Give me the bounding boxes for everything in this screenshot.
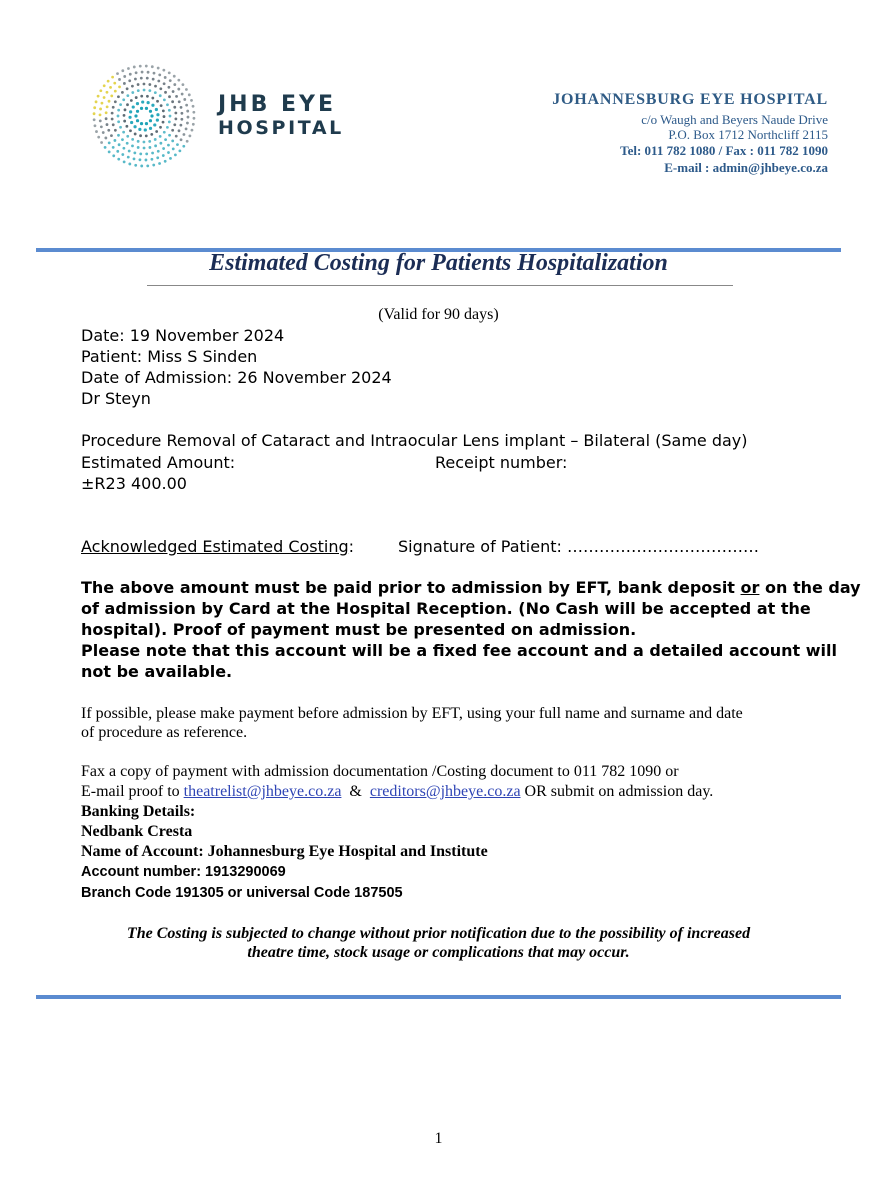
logo-dot: [168, 109, 171, 112]
logo-dot: [183, 98, 186, 101]
logo-dot: [185, 88, 188, 91]
logo-dot: [171, 140, 174, 143]
fax-note-line-1: Fax a copy of payment with admission documentation /Costing document to 011 782 1090 or: [81, 763, 679, 780]
logo-dot: [128, 163, 131, 166]
signature-line: Signature of Patient: ………………………………: [398, 537, 759, 556]
ampersand: &: [341, 783, 370, 800]
notice-line-5: not be available.: [81, 662, 233, 681]
logo-dot: [137, 146, 140, 149]
logo-dot: [166, 103, 169, 106]
logo-text-line2: HOSPITAL: [218, 117, 344, 139]
logo-dot: [171, 100, 174, 103]
logo-dot: [168, 71, 171, 74]
logo-dot: [106, 91, 109, 94]
logo-dot: [150, 133, 153, 136]
logo-dot: [151, 152, 154, 155]
patient-line: Patient: Miss S Sinden: [81, 347, 258, 366]
receipt-number-label: Receipt number:: [435, 453, 568, 472]
logo-dot: [123, 75, 126, 78]
logo-dot: [172, 147, 175, 150]
logo-dot: [130, 121, 133, 124]
logo-dot: [186, 122, 189, 125]
logo-dot: [134, 78, 137, 81]
logo-dot: [126, 103, 129, 106]
fax-note-text: E-mail proof to: [81, 783, 184, 800]
estimated-amount-value: ±R23 400.00: [81, 474, 187, 493]
email-line: E-mail : admin@jhbeye.co.za: [664, 160, 828, 175]
logo-dot: [97, 95, 100, 98]
logo-dot: [148, 83, 151, 86]
logo-dot: [118, 78, 121, 81]
logo-dot: [159, 142, 162, 145]
notice-or: or: [740, 578, 760, 597]
logo-dot: [140, 107, 143, 110]
logo-dot: [149, 110, 152, 113]
logo-dot: [105, 117, 108, 120]
logo-dot: [152, 164, 155, 167]
logo-dot: [162, 154, 165, 157]
logo-dot: [121, 153, 124, 156]
logo-dot: [138, 128, 141, 131]
logo-dot: [127, 67, 130, 70]
logo-dot: [93, 106, 96, 109]
logo-dot: [159, 94, 162, 97]
logo-dot: [173, 106, 176, 109]
logo-dot: [133, 151, 136, 154]
logo-dot: [153, 72, 156, 75]
logo-dot: [180, 138, 183, 141]
logo-dot: [137, 83, 140, 86]
logo-dot: [163, 131, 166, 134]
logo-dot: [186, 140, 189, 143]
logo-dot: [178, 100, 181, 103]
logo-dot: [182, 145, 185, 148]
logo-dot: [148, 140, 151, 143]
logo-dot: [132, 105, 135, 108]
logo-dot: [128, 116, 131, 119]
logo-dot: [139, 65, 142, 68]
logo-dot: [154, 138, 157, 141]
logo-dot: [192, 105, 195, 108]
notice-line-1: [81, 578, 861, 597]
logo-dot: [149, 127, 152, 130]
logo-dot: [159, 87, 162, 90]
logo-dot: [173, 123, 176, 126]
logo-dot: [151, 158, 154, 161]
logo-dot: [181, 112, 184, 115]
procedure-line: Procedure Removal of Cataract and Intraocular Lens implant – Bilateral (Same day): [81, 431, 748, 450]
logo-dot: [154, 85, 157, 88]
disclaimer-line-2: theatre time, stock usage or complications that may occur.: [247, 944, 630, 961]
logo-dot: [131, 85, 134, 88]
logo-dot: [193, 117, 196, 120]
logo-dot: [145, 153, 148, 156]
logo-dot: [151, 104, 154, 107]
logo-dot: [145, 159, 148, 162]
logo-dot: [168, 86, 171, 89]
logo-dot: [119, 126, 122, 129]
document-title: Estimated Costing for Patients Hospitalization: [209, 250, 668, 276]
logo-dot: [151, 65, 154, 68]
logo-dot: [145, 122, 148, 125]
logo-dot: [121, 91, 124, 94]
date-line: Date: 19 November 2024: [81, 326, 285, 345]
logo-dot: [118, 143, 121, 146]
logo-dot: [123, 82, 126, 85]
logo-dot: [191, 129, 194, 132]
logo-dot: [169, 157, 172, 160]
logo-dot: [192, 111, 195, 114]
logo-dot: [129, 129, 132, 132]
address-line: P.O. Box 1712 Northcliff 2115: [668, 127, 828, 142]
acknowledged-colon: :: [348, 537, 355, 556]
logo-dot: [133, 125, 136, 128]
logo-dot: [186, 110, 189, 113]
logo-dot: [146, 164, 149, 167]
logo-dot: [190, 99, 193, 102]
logo-dot: [123, 160, 126, 163]
hospital-name: JOHANNESBURG EYE HOSPITAL: [552, 91, 828, 108]
logo-dot: [99, 120, 102, 123]
logo-dot: [110, 94, 113, 97]
logo-dot: [103, 84, 106, 87]
logo-dot: [136, 110, 139, 113]
logo-dot: [111, 76, 114, 79]
logo-dot: [145, 65, 148, 68]
logo-dot: [178, 129, 181, 132]
bank-name: Nedbank Cresta: [81, 823, 193, 840]
logo-dot: [117, 158, 120, 161]
logo-dot: [129, 73, 132, 76]
page-number: 1: [434, 1130, 443, 1147]
logo-dot: [100, 141, 103, 144]
logo-dot: [146, 95, 149, 98]
notice-text: on the day: [759, 578, 861, 597]
logo-dot: [143, 147, 146, 150]
logo-dot: [154, 91, 157, 94]
logo-dot: [101, 102, 104, 105]
logo-dot: [154, 144, 157, 147]
logo-dot: [185, 104, 188, 107]
logo-dot: [107, 129, 110, 132]
logo-dot: [182, 83, 185, 86]
phone-fax-line: Tel: 011 782 1080 / Fax : 011 782 1090: [620, 143, 828, 158]
logo-dot: [126, 87, 129, 90]
logo-dot: [164, 138, 167, 141]
logo-dot: [180, 106, 183, 109]
admission-date-line: Date of Admission: 26 November 2024: [81, 368, 392, 387]
bottom-divider: [36, 995, 841, 999]
logo-dot: [126, 94, 129, 97]
branch-code: Branch Code 191305 or universal Code 187505: [81, 885, 403, 901]
logo-dot: [131, 91, 134, 94]
logo-dot: [133, 157, 136, 160]
logo-dot: [177, 79, 180, 82]
notice-text: The above amount must be paid prior to admission by EFT, bank deposit: [81, 578, 741, 597]
logo-dot: [140, 165, 143, 168]
fax-note-line-2: [81, 783, 713, 801]
logo-dot: [157, 67, 160, 70]
logo-dot: [145, 107, 148, 110]
logo-dot: [123, 114, 126, 117]
logo-dot: [129, 110, 132, 113]
logo-dot: [137, 140, 140, 143]
logo-dot: [176, 143, 179, 146]
logo-dot: [172, 90, 175, 93]
logo-dot: [173, 75, 176, 78]
logo-dot: [93, 112, 96, 115]
logo-dot: [134, 133, 137, 136]
logo-dot: [136, 102, 139, 105]
logo-dot: [114, 90, 117, 93]
logo-dot: [185, 128, 188, 131]
logo-dot: [150, 114, 153, 117]
logo-dot: [157, 80, 160, 83]
logo-dot: [171, 129, 174, 132]
logo-dot: [116, 72, 119, 75]
logo-dot: [181, 93, 184, 96]
logo-dot: [119, 103, 122, 106]
logo-dot: [99, 89, 102, 92]
logo-dot: [155, 108, 158, 111]
logo-dot: [174, 154, 177, 157]
logo-dot: [118, 86, 121, 89]
logo-dot: [152, 78, 155, 81]
logo-dot: [159, 126, 162, 129]
logo-dot: [106, 123, 109, 126]
logo-dot: [135, 71, 138, 74]
logo-dot: [121, 69, 124, 72]
logo-dot: [160, 104, 163, 107]
logo-dot: [162, 69, 165, 72]
logo-dot: [187, 116, 190, 119]
logo-dot: [174, 112, 177, 115]
logo-dot: [164, 91, 167, 94]
logo-dot: [108, 100, 111, 103]
logo-dot: [158, 162, 161, 165]
logo-dot: [114, 100, 117, 103]
logo-dot: [143, 83, 146, 86]
logo-dot: [163, 82, 166, 85]
logo-dot: [156, 100, 159, 103]
logo-dot: [143, 141, 146, 144]
fax-note-text: OR submit on admission day.: [520, 783, 714, 800]
logo-dot: [122, 131, 125, 134]
logo-dot: [153, 123, 156, 126]
logo-dot: [117, 109, 120, 112]
logo-dot: [116, 150, 119, 153]
logo-dot: [167, 151, 170, 154]
logo-dot: [128, 150, 131, 153]
logo-dot: [173, 83, 176, 86]
logo-dot: [156, 113, 159, 116]
logo-dot: [114, 139, 117, 142]
logo-dot: [140, 95, 143, 98]
logo-dot: [112, 123, 115, 126]
notice-line-2: of admission by Card at the Hospital Reception. (No Cash will be accepted at the: [81, 599, 811, 618]
logo-dot: [109, 86, 112, 89]
logo-dot: [102, 131, 105, 134]
logo-dot: [123, 120, 126, 123]
logo-dot: [95, 100, 98, 103]
logo-dot: [127, 156, 130, 159]
logo-dot: [140, 122, 143, 125]
logo-dot: [122, 147, 125, 150]
notice-line-4: Please note that this account will be a fixed fee account and a detailed account will: [81, 641, 837, 660]
logo-dot: [147, 71, 150, 74]
logo-dot: [114, 129, 117, 132]
validity-note: (Valid for 90 days): [378, 306, 499, 323]
logo-dot: [139, 152, 142, 155]
logo-dot: [103, 96, 106, 99]
logo-dot: [108, 150, 111, 153]
logo-dot: [169, 79, 172, 82]
logo-dot: [159, 135, 162, 138]
logo-dot: [163, 98, 166, 101]
logo-dot: [148, 89, 151, 92]
logo-dot: [162, 110, 165, 113]
logo-dot: [167, 144, 170, 147]
acknowledged-costing: [81, 537, 354, 556]
logo-dot: [175, 95, 178, 98]
logo-dot: [104, 137, 107, 140]
logo-dot: [156, 119, 159, 122]
logo-dot: [117, 120, 120, 123]
logo-dot: [95, 130, 98, 133]
logo-dot: [134, 164, 137, 167]
logo-dot: [126, 142, 129, 145]
logo-dot: [126, 135, 129, 138]
logo-dot: [122, 98, 125, 101]
logo-dot: [100, 125, 103, 128]
logo-dot: [162, 121, 165, 124]
logo-dot: [151, 97, 154, 100]
logo-dot: [155, 130, 158, 133]
payment-note-line-2: of procedure as reference.: [81, 724, 248, 741]
logo-dot: [107, 80, 110, 83]
logo-dot: [140, 77, 143, 80]
address-line: c/o Waugh and Beyers Naude Drive: [641, 112, 828, 127]
logo-dot: [162, 147, 165, 150]
logo-dot: [144, 128, 147, 131]
logo-dot: [105, 111, 108, 114]
logo-dot: [111, 118, 114, 121]
logo-dot: [133, 66, 136, 69]
logo-dot: [168, 120, 171, 123]
logo-dot: [113, 82, 116, 85]
logo-dot: [188, 93, 191, 96]
logo-dot: [179, 124, 182, 127]
logo-dot: [117, 95, 120, 98]
logo-dot: [168, 134, 171, 137]
logo-dot: [99, 108, 102, 111]
logo-dot: [139, 158, 142, 161]
creditors-email-link[interactable]: creditors@jhbeye.co.za: [369, 783, 521, 800]
logo-dot: [158, 74, 161, 77]
logo-dot: [97, 136, 100, 139]
logo-dot: [135, 96, 138, 99]
logo-dot: [174, 118, 177, 121]
logo-dot: [141, 71, 144, 74]
account-name: Name of Account: Johannesburg Eye Hospital and Institute: [81, 843, 488, 860]
title-underline: [147, 285, 733, 286]
logo-dot: [157, 150, 160, 153]
logo-dot: [108, 142, 111, 145]
logo-dot: [134, 114, 137, 117]
estimated-amount-label: Estimated Amount:: [81, 453, 236, 472]
logo-dot: [178, 149, 181, 152]
logo-dot: [131, 144, 134, 147]
logo-dot: [128, 79, 131, 82]
logo-dot: [111, 112, 114, 115]
logo-text-line1: JHB EYE: [218, 92, 337, 117]
logo-dot: [164, 160, 167, 163]
theatrelist-email-link[interactable]: theatrelist@jhbeye.co.za: [183, 783, 342, 800]
disclaimer-line-1: The Costing is subjected to change without prior notification due to the possibility of increased: [126, 925, 751, 942]
logo-dot: [141, 100, 144, 103]
logo-dot: [117, 115, 120, 118]
logo-dot: [104, 146, 107, 149]
logo-dot: [121, 138, 124, 141]
logo-dot: [177, 88, 180, 91]
logo-dot: [169, 115, 172, 118]
logo-dot: [147, 101, 150, 104]
logo-dot: [164, 76, 167, 79]
logo-dot: [166, 126, 169, 129]
banking-heading: Banking Details:: [81, 803, 196, 820]
logo-dot: [117, 134, 120, 137]
logo-dot: [93, 118, 96, 121]
logo-dot: [180, 118, 183, 121]
doctor-line: Dr Steyn: [81, 389, 151, 408]
logo-icon: [86, 64, 206, 174]
logo-dot: [139, 134, 142, 137]
logo-dot: [175, 135, 178, 138]
logo-dot: [125, 125, 128, 128]
logo-dot: [112, 146, 115, 149]
acknowledged-label: Acknowledged Estimated Costing: [81, 537, 349, 556]
logo-dot: [163, 115, 166, 118]
logo-dot: [136, 119, 139, 122]
logo-dot: [112, 106, 115, 109]
logo-dot: [146, 77, 149, 80]
logo-dot: [149, 146, 152, 149]
logo-dot: [188, 134, 191, 137]
notice-line-3: hospital). Proof of payment must be presented on admission.: [81, 620, 637, 639]
logo-dot: [149, 119, 152, 122]
logo-dot: [112, 154, 115, 157]
logo-dot: [110, 134, 113, 137]
logo-dot: [143, 89, 146, 92]
logo-dot: [94, 124, 97, 127]
logo-dot: [137, 89, 140, 92]
logo-dot: [124, 108, 127, 111]
logo-dot: [106, 105, 109, 108]
logo-dot: [168, 95, 171, 98]
logo-dot: [145, 134, 148, 137]
logo-dot: [156, 156, 159, 159]
payment-note-line-1: If possible, please make payment before admission by EFT, using your full name and surname and date: [81, 705, 743, 722]
account-number: Account number: 1913290069: [81, 864, 286, 880]
logo-dot: [130, 99, 133, 102]
logo-dot: [99, 114, 102, 117]
logo-dot: [192, 123, 195, 126]
logo-dot: [131, 138, 134, 141]
logo-dot: [183, 133, 186, 136]
